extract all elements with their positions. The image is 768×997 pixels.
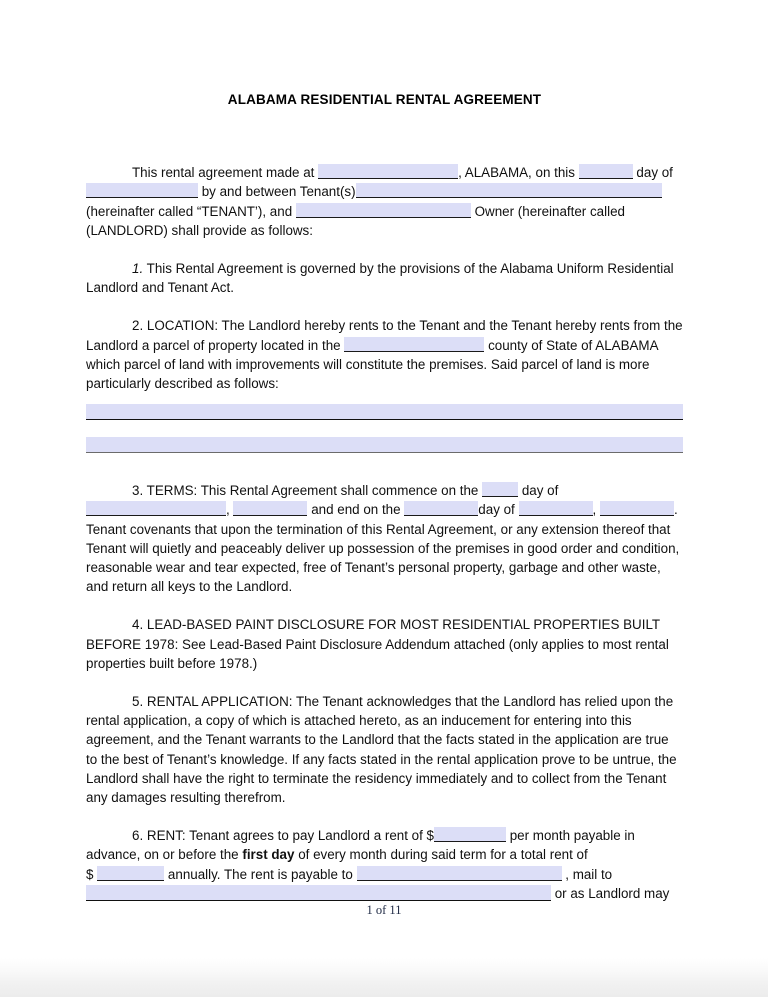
section-5-number: 5. [132, 694, 144, 710]
field-annual-rent[interactable] [97, 866, 164, 881]
field-monthly-rent[interactable] [434, 827, 506, 842]
field-county[interactable] [344, 337, 484, 352]
section-3-text-5: day of [478, 502, 515, 518]
intro-text-4: by and between Tenant(s) [201, 184, 356, 200]
document-body [86, 0, 683, 903]
spacer [86, 596, 683, 615]
section-2-text-2: county of State of ALABAMA which parcel of land with improvements will constitute the premises. Said parcel of land is more particularly described as follows: [86, 337, 658, 392]
field-payable-to[interactable] [357, 866, 562, 881]
field-property-description-line-2[interactable] [86, 437, 683, 453]
spacer [86, 420, 683, 437]
section-1-number: 1. [132, 261, 144, 276]
section-6-first-day: first day [242, 847, 295, 863]
section-2-number: 2. [132, 318, 144, 334]
field-end-year[interactable] [600, 501, 674, 516]
section-3-number: 3. [132, 483, 144, 499]
section-3-text-7: . Tenant covenants that upon the termination of this Rental Agreement, or any extension thereof that Tenant will quietly and peaceably deliver up possession of the premises in good order and condition, reasonable wear and tear expected, free of Tenant’s personal property, garbage and other waste, and return all keys to the Landlord. [86, 502, 680, 595]
section-1 [86, 259, 683, 297]
spacer [86, 453, 683, 481]
field-day-of-month[interactable] [579, 164, 633, 179]
section-6-number: 6. [132, 828, 144, 844]
field-month-year[interactable] [86, 183, 198, 198]
field-mail-to-address[interactable] [86, 885, 551, 901]
intro-text-6: Owner (hereinafter called [474, 203, 625, 219]
spacer [86, 240, 683, 259]
section-5-text: RENTAL APPLICATION: The Tenant acknowledges that the Landlord has relied upon the rental application, a copy of which is attached hereto, as an inducement for entering into this agreement, and the Tenant warrants to the Landlord that the facts stated in the application are true to the best of Tenant’s knowledge. If any facts stated in the rental application prove to be untrue, the Landlord shall have the right to terminate the residency immediately and to collect from the Tenant any damages resulting therefrom. [86, 694, 677, 806]
field-owner-name[interactable] [296, 203, 471, 218]
spacer [86, 807, 683, 826]
field-property-description-line-1[interactable] [86, 404, 683, 420]
field-commence-month[interactable] [86, 501, 226, 516]
field-commence-year[interactable] [233, 501, 307, 516]
section-3-text-2: day of [521, 483, 559, 499]
section-3 [86, 481, 683, 596]
page-footer: 1 of 11 [366, 903, 402, 917]
section-2-text-1: LOCATION: The Landlord hereby rents to the Tenant and the Tenant hereby rents from the Landlord a parcel of property located in the [86, 318, 683, 353]
spacer [86, 673, 683, 692]
section-2 [86, 316, 683, 393]
section-3-text-3: , [226, 502, 230, 518]
field-commence-day[interactable] [482, 482, 518, 497]
section-5 [86, 692, 683, 807]
section-6-text-8: or as Landlord may [554, 885, 670, 901]
intro-paragraph [86, 163, 683, 240]
field-city[interactable] [318, 164, 458, 179]
intro-text-2: , ALABAMA, on this [458, 165, 575, 181]
page-edge-shadow [0, 958, 768, 997]
spacer [86, 297, 683, 316]
section-1-text: This Rental Agreement is governed by the provisions of the Alabama Uniform Residential Landlord and Tenant Act. [86, 261, 674, 296]
section-6 [86, 826, 683, 903]
field-tenant-names[interactable] [356, 183, 662, 198]
intro-text-7: (LANDLORD) shall provide as follows: [86, 222, 313, 238]
section-4-number: 4. [132, 617, 144, 633]
intro-text-3: day of [636, 165, 673, 181]
field-end-day[interactable] [404, 501, 478, 516]
intro-text-5: (hereinafter called “TENANT’), and [86, 203, 293, 219]
section-3-text-6: , [592, 502, 597, 518]
section-6-text-2: per month payable in advance, on or before the [86, 828, 635, 863]
section-6-text-6: annually. The rent is payable to [167, 866, 353, 882]
intro-text-1: This rental agreement made at [132, 165, 315, 181]
section-4-text: LEAD-BASED PAINT DISCLOSURE FOR MOST RESIDENTIAL PROPERTIES BUILT BEFORE 1978: See Lead-Based Paint Disclosure Addendum attached (only applies to most rental properties built before 1978.) [86, 617, 669, 671]
section-4 [86, 615, 683, 673]
section-6-text-4: of every month during said term for a total rent of [298, 847, 588, 863]
page-title: ALABAMA RESIDENTIAL RENTAL AGREEMENT [227, 92, 542, 107]
spacer [86, 108, 683, 163]
field-end-month[interactable] [519, 501, 593, 516]
section-3-text-4: and end on the [311, 502, 401, 518]
section-6-dollar: $ [86, 866, 94, 882]
section-6-text-1: RENT: Tenant agrees to pay Landlord a rent of $ [146, 828, 434, 844]
spacer [86, 393, 683, 404]
section-3-text-1: TERMS: This Rental Agreement shall commence on the [146, 483, 479, 499]
section-6-text-7: , mail to [565, 866, 613, 882]
